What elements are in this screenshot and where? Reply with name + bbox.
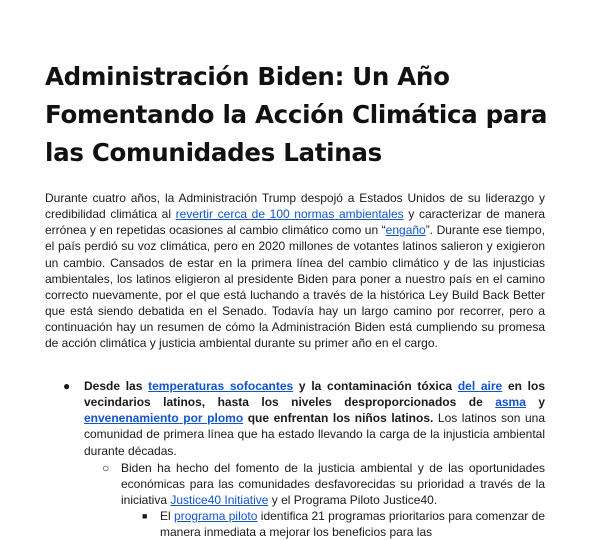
bullet1-text-5: que enfrentan los niños latinos. bbox=[243, 411, 434, 426]
intro-text-2: y caracterizar de manera errónea y en repetidas ocasiones al cambio climático como un “ bbox=[45, 207, 545, 238]
list-item-level-2 bbox=[121, 460, 545, 508]
hollow-circle-bullet-icon: ○ bbox=[102, 461, 110, 475]
bullet1-text-2: y la contaminación tóxica bbox=[293, 379, 458, 393]
bullet3-text-2: identifica 21 programas prioritarios para comenzar de manera inmediata a mejorar los beneficios para las bbox=[160, 509, 545, 540]
bullet1-text-3: en los vecindarios latinos, hasta los niveles desproporcionados de bbox=[84, 379, 545, 410]
link-envenenamiento-plomo[interactable]: envenenamiento por plomo bbox=[84, 411, 244, 426]
link-justice40-initiative[interactable]: Justice40 Initiative bbox=[170, 493, 269, 508]
square-bullet-icon: ■ bbox=[142, 511, 148, 521]
bullet1-text-1: Desde las bbox=[84, 379, 149, 393]
intro-text-1: Durante cuatro años, la Administración Trump despojó a Estados Unidos de su liderazgo y credibilidad climática al bbox=[45, 191, 545, 222]
bullet2-text-2: y el Programa Piloto Justice40. bbox=[268, 493, 438, 508]
bullet1-text-4: y bbox=[525, 395, 546, 410]
link-programa-piloto[interactable]: programa piloto bbox=[174, 509, 258, 523]
bullet2-text-1: Biden ha hecho del fomento de la justicia ambiental y de las oportunidades económicas para las comunidades desfavorecidas su prioridad a través de la iniciativa bbox=[121, 461, 545, 508]
list-item-level-1 bbox=[84, 378, 545, 459]
link-revertir-normas[interactable]: revertir cerca de 100 normas ambientales bbox=[175, 207, 404, 222]
intro-text-3: ”. Durante ese tiempo, el país perdió su voz climática, pero en 2020 millones de votantes latinos salieron y exigieron un cambio. Cansados de estar en la primera línea del cambio climático y de las injusticias ambientales, los latinos eligieron al presidente Biden para poner a nuestro país en el camino correcto nuevamente, por el que está luchando a través de la histórica Ley Build Back Better que está siendo debatida en el Senado. Todavía hay un largo camino por recorrer, pero a continuación hay un resumen de cómo la Administración Biden está cumpliendo su promesa de acción climática y justicia ambiental durante su primer año en el cargo. bbox=[45, 223, 545, 351]
link-temperaturas-sofocantes[interactable]: temperaturas sofocantes bbox=[148, 379, 294, 393]
link-engano[interactable]: engaño bbox=[385, 223, 426, 238]
document-title: Administración Biden: Un Año Fomentando la Acción Climática para las Comunidades Latinas bbox=[45, 62, 548, 167]
list-item-level-3 bbox=[160, 508, 545, 540]
link-del-aire[interactable]: del aire bbox=[457, 379, 503, 393]
filled-circle-bullet-icon: ● bbox=[63, 379, 71, 393]
link-asma[interactable]: asma bbox=[495, 395, 526, 410]
bullet3-text-1: El bbox=[160, 509, 175, 523]
bullet1-text-6: Los latinos son una comunidad de primera línea que ha estado llevando la carga de la injusticia ambiental durante décadas. bbox=[84, 411, 545, 458]
intro-paragraph bbox=[45, 190, 545, 352]
